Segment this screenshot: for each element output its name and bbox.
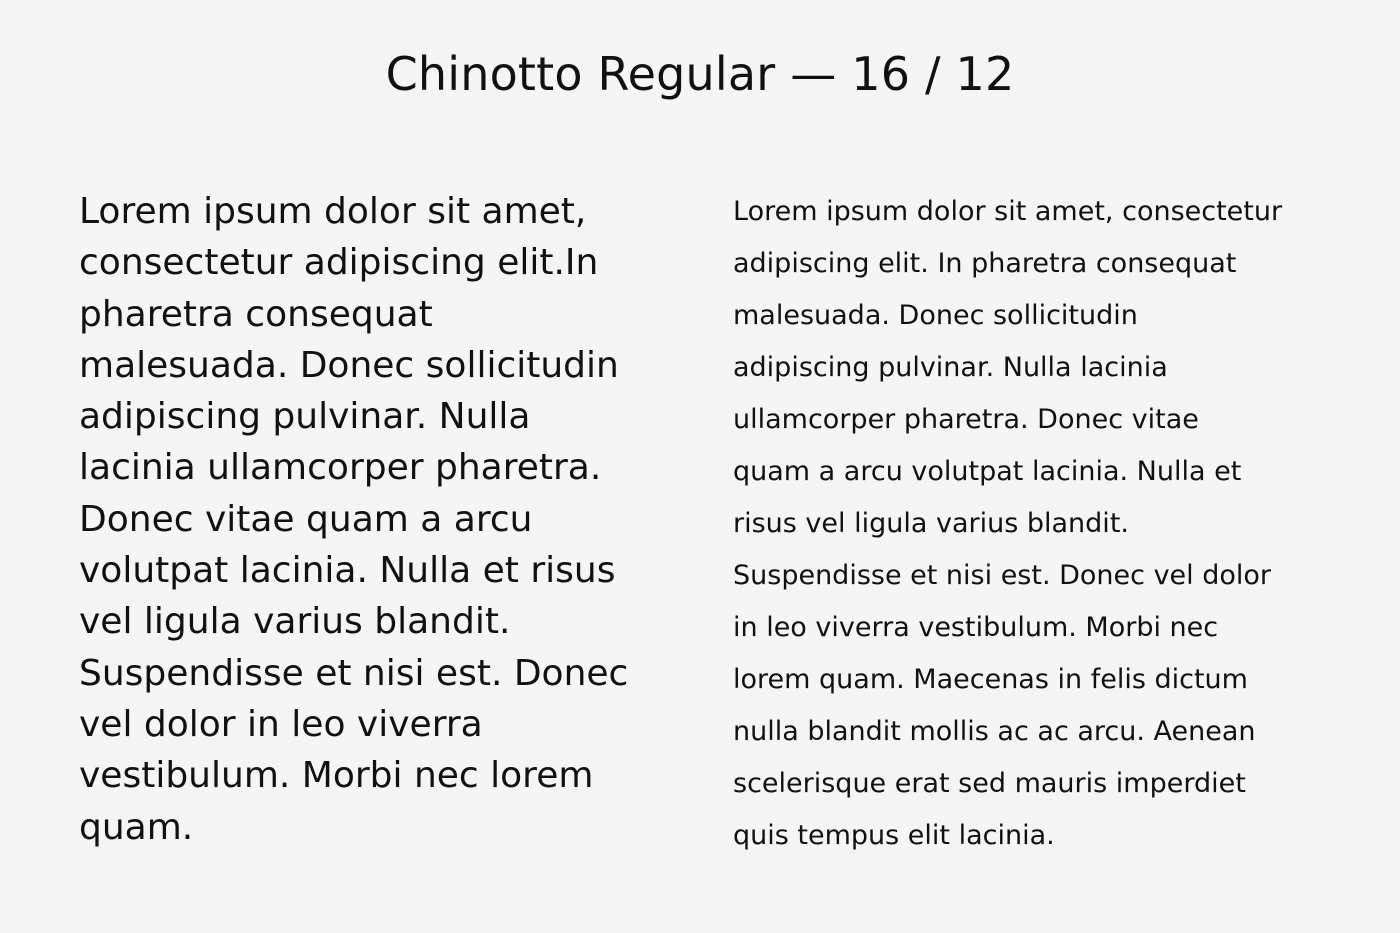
large-text-line: vestibulum. Morbi nec lorem	[79, 755, 594, 797]
small-text-line: in leo viverra vestibulum. Morbi nec	[733, 612, 1219, 643]
small-text-line: Suspendisse et nisi est. Donec vel dolor	[733, 560, 1272, 591]
small-text-line: scelerisque erat sed mauris imperdiet	[733, 768, 1246, 799]
small-text-line: nulla blandit mollis ac ac arcu. Aenean	[733, 716, 1256, 747]
small-text-line: risus vel ligula varius blandit.	[733, 508, 1129, 539]
small-text-line: Lorem ipsum dolor sit amet, consectetur	[733, 196, 1283, 227]
small-text-line: quis tempus elit lacinia.	[733, 820, 1055, 851]
large-text-line: lacinia ullamcorper pharetra.	[79, 447, 602, 489]
large-text-line: Donec vitae quam a arcu	[79, 498, 533, 540]
large-text-line: quam.	[79, 806, 194, 848]
large-text-line: consectetur adipiscing elit.In	[79, 242, 599, 284]
large-text-line: Lorem ipsum dolor sit amet,	[79, 191, 587, 232]
large-text-line: volutpat lacinia. Nulla et risus	[79, 550, 616, 592]
large-text-line: pharetra consequat	[79, 293, 433, 335]
specimen-title: Chinotto Regular — 16 / 12	[385, 47, 1015, 101]
large-text-line: malesuada. Donec sollicitudin	[79, 344, 619, 386]
large-text-line: Suspendisse et nisi est. Donec	[79, 652, 629, 694]
small-text-sample	[733, 186, 1333, 862]
small-text-line: lorem quam. Maecenas in felis dictum	[733, 664, 1248, 695]
small-text-line: adipiscing pulvinar. Nulla lacinia	[733, 352, 1168, 383]
large-text-line: adipiscing pulvinar. Nulla	[79, 396, 531, 438]
small-text-line: quam a arcu volutpat lacinia. Nulla et	[733, 456, 1242, 487]
small-text-line: malesuada. Donec sollicitudin	[733, 300, 1138, 331]
small-text-line: adipiscing elit. In pharetra consequat	[733, 248, 1237, 279]
large-text-line: vel ligula varius blandit.	[79, 601, 511, 643]
large-text-line: vel dolor in leo viverra	[79, 703, 483, 745]
small-text-line: ullamcorper pharetra. Donec vitae	[733, 404, 1199, 435]
large-text-sample	[79, 186, 679, 853]
